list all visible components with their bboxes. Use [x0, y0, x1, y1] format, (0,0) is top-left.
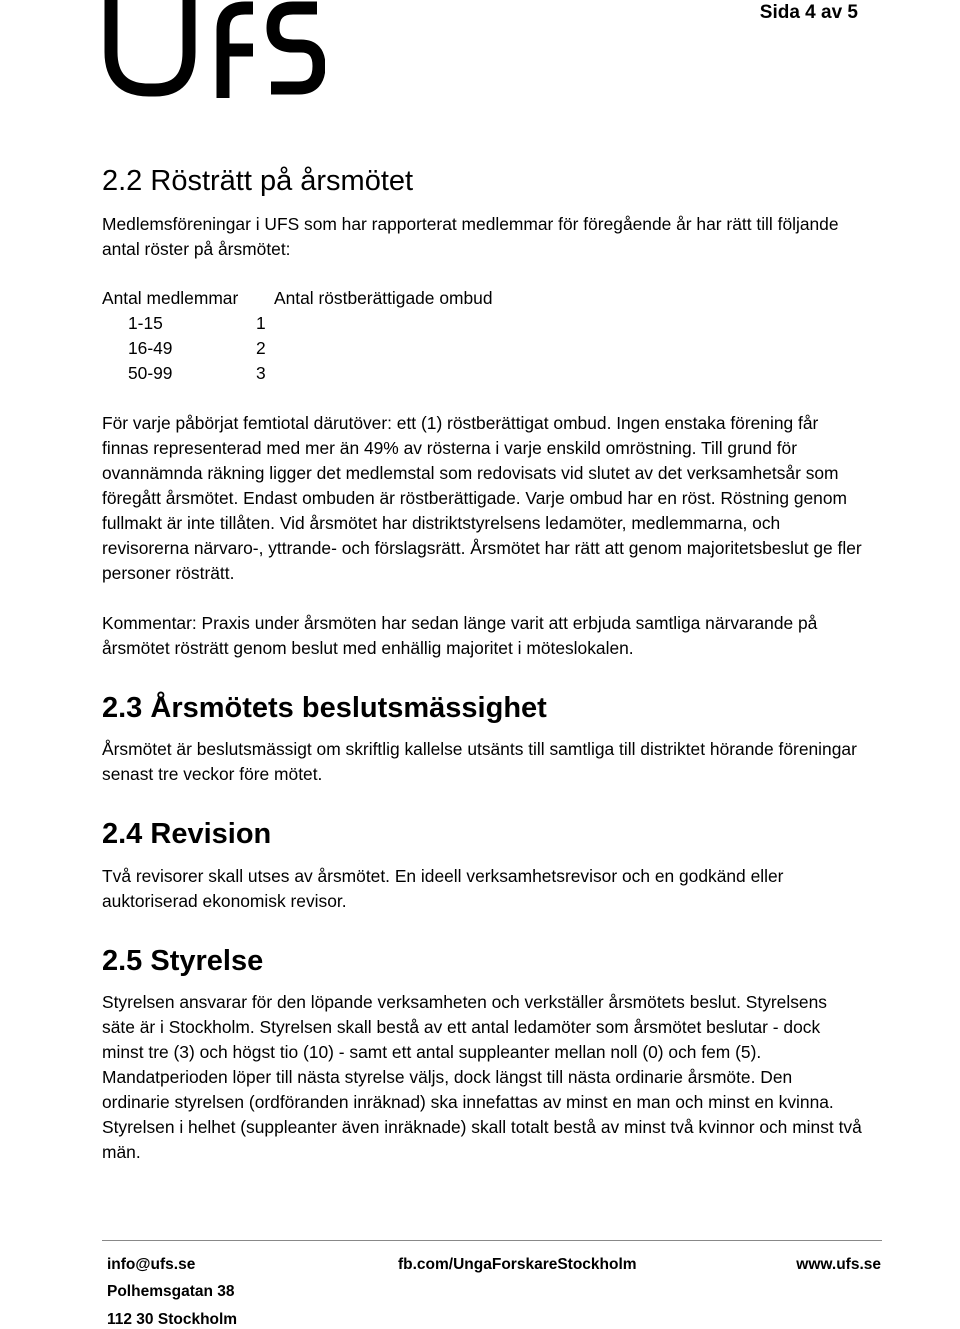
footer-city: 112 30 Stockholm: [107, 1311, 238, 1328]
section-2-5-body: Styrelsen ansvarar för den löpande verksamheten och verkställer årsmötets beslut. Styrelsens säte är i Stockholm. Styrelsen skall bestå av ett antal ledamöter som årsmötet beslutar - dock minst tre (3) och högst tio (10) - samt ett antal suppleanter mellan noll (0) och fem (5). Mandatperioden löper till nästa styrelse väljs, dock längst till nästa ordinarie årsmöte. Den ordinarie styrelsen (ordföranden inräknad) ska innefattas av minst en man och minst en kvinna. Styrelsen i helhet (suppleanter även inräknade) skall totalt bestå av minst två kvinnor och minst två män.: [102, 992, 862, 1162]
members-range: 50-99: [128, 363, 173, 383]
section-2-3-heading: 2.3 Årsmötets beslutsmässighet: [102, 692, 547, 724]
members-column-header: Antal medlemmar: [102, 288, 239, 308]
delegate-count: 1: [256, 313, 266, 333]
delegates-column-header: Antal röstberättigade ombud: [274, 288, 493, 308]
section-2-4-heading: 2.4 Revision: [102, 818, 272, 850]
section-2-3-body: Årsmötet är beslutsmässigt om skriftlig kallelse utsänts till samtliga till distriktet hörande föreningar senast tre veckor före mötet.: [102, 739, 857, 784]
delegate-count: 2: [256, 338, 266, 358]
section-2-4-body: Två revisorer skall utses av årsmötet. En ideell verksamhetsrevisor och en godkänd eller auktoriserad ekonomisk revisor.: [102, 866, 784, 911]
section-2-5-heading: 2.5 Styrelse: [102, 945, 264, 977]
footer-facebook-link[interactable]: fb.com/UngaForskareStockholm: [398, 1256, 637, 1273]
delegate-count: 3: [256, 363, 266, 383]
footer-street: Polhemsgatan 38: [107, 1283, 235, 1300]
footer-website-link[interactable]: www.ufs.se: [796, 1256, 881, 1273]
section-2-2-intro: Medlemsföreningar i UFS som har rapporterat medlemmar för föregående år har rätt till följande antal röster på årsmötet:: [102, 214, 839, 259]
members-range: 1-15: [128, 313, 163, 333]
section-2-2-heading: 2.2 Rösträtt på årsmötet: [102, 165, 414, 197]
section-2-2-comment: Kommentar: Praxis under årsmöten har sedan länge varit att erbjuda samtliga närvarande på årsmötet rösträtt genom beslut med enhällig majoritet i möteslokalen.: [102, 613, 818, 658]
members-range: 16-49: [128, 338, 173, 358]
section-2-2-body: För varje påbörjat femtiotal därutöver: ett (1) röstberättigat ombud. Ingen enstaka förening får finnas representerad med mer än 49% av rösterna i varje enskild omröstning. Till grund för ovannämnda räkning ligger det medlemstal som redovisats vid slutet av det verksamhetsår som föregått årsmötet. Endast ombuden är röstberättigade. Varje ombud har en röst. Röstning genom fullmakt är inte tillåten. Vid årsmötet har distriktstyrelsens ledamöter, medlemmarna, och revisorerna närvaro-, yttrande- och förslagsrätt. Årsmötet har rätt att genom majoritetsbeslut ge fler personer rösträtt.: [102, 413, 862, 583]
footer-email[interactable]: info@ufs.se: [107, 1256, 196, 1273]
ufs-logo: [103, 0, 325, 98]
page-number: Sida 4 av 5: [759, 2, 858, 23]
footer-divider: [102, 1240, 882, 1241]
